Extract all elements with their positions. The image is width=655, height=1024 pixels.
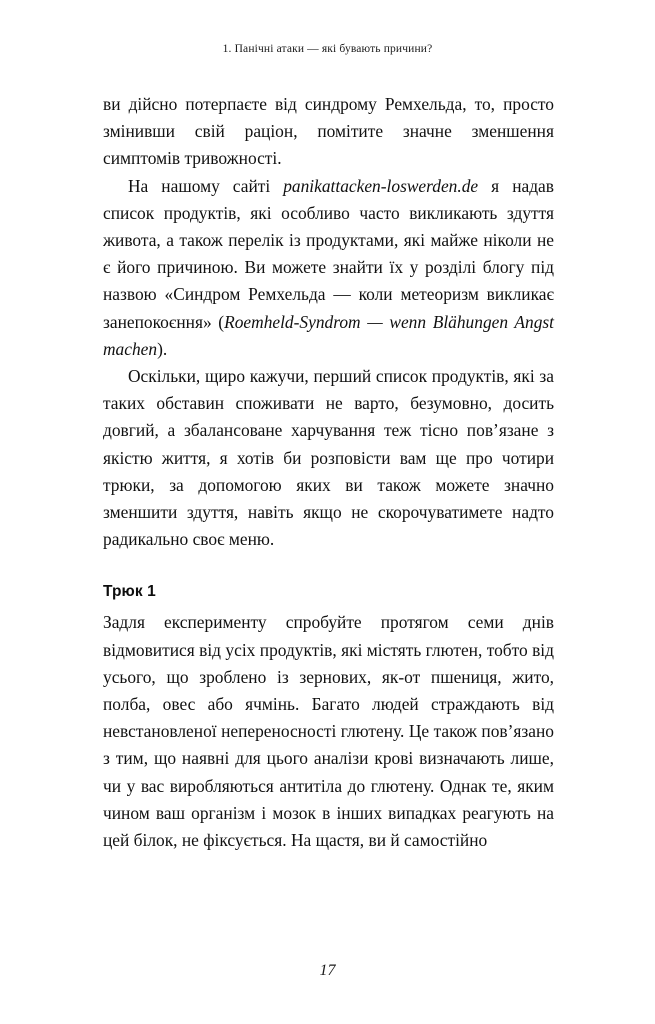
paragraph-2-segment-5: ). xyxy=(157,338,168,359)
paragraph-2-segment-1: На нашому сайті xyxy=(128,175,284,196)
paragraph-2-segment-3: я надав список продуктів, які особливо часто викликають здуття живота, а також перелік із продуктами, які майже ніколи не є його причиною. Ви можете знайти їх у розділі блогу під назвою «Синдром Ремхельда — коли метеоризм викликає занепокоєння» ( xyxy=(103,175,554,332)
section-heading-trick-1: Трюк 1 xyxy=(103,583,156,601)
page-number: 17 xyxy=(319,962,336,979)
paragraph-3: Оскільки, щиро кажучи, перший список продуктів, які за таких обставин споживати не варто, безумовно, досить довгий, а збалансоване харчування теж тісно пов’язане з якістю життя, я хотів би розповісти вам ще про чотири трюки, за допомогою яких ви також можете значно зменшити здуття, навіть якщо не скорочуватимете надто радикально своє меню. xyxy=(103,366,554,550)
body-text-block xyxy=(103,91,554,854)
german-title-italic: Roemheld-Syndrom — wenn Blähungen Angst machen xyxy=(103,311,554,359)
paragraph-trick-1: Задля експерименту спробуйте протягом семи днів відмовитися від усіх продуктів, які містять глютен, тобто від усього, що зроблено із зернових, як-от пшениця, жито, полба, овес або ячмінь. Багато людей страждають від невстановленої непереносності глютену. Це також пов’язано з тим, що наявні для цього аналізи крові визначають лише, чи у вас виробляються антитіла до глютену. Однак те, яким чином ваш організм і мозок в інших випадках реагують на цей білок, не фіксується. На щастя, ви й самостійно xyxy=(103,612,554,851)
paragraph-1: ви дійсно потерпаєте від синдрому Ремхельда, то, просто змінивши свій раціон, помітите значне зменшення симптомів тривожності. xyxy=(103,94,554,169)
site-name-italic: panikattacken-loswerden.de xyxy=(283,175,479,196)
running-head: 1. Панічні атаки — які бувають причини? xyxy=(222,43,433,55)
paragraph-2 xyxy=(103,173,554,363)
